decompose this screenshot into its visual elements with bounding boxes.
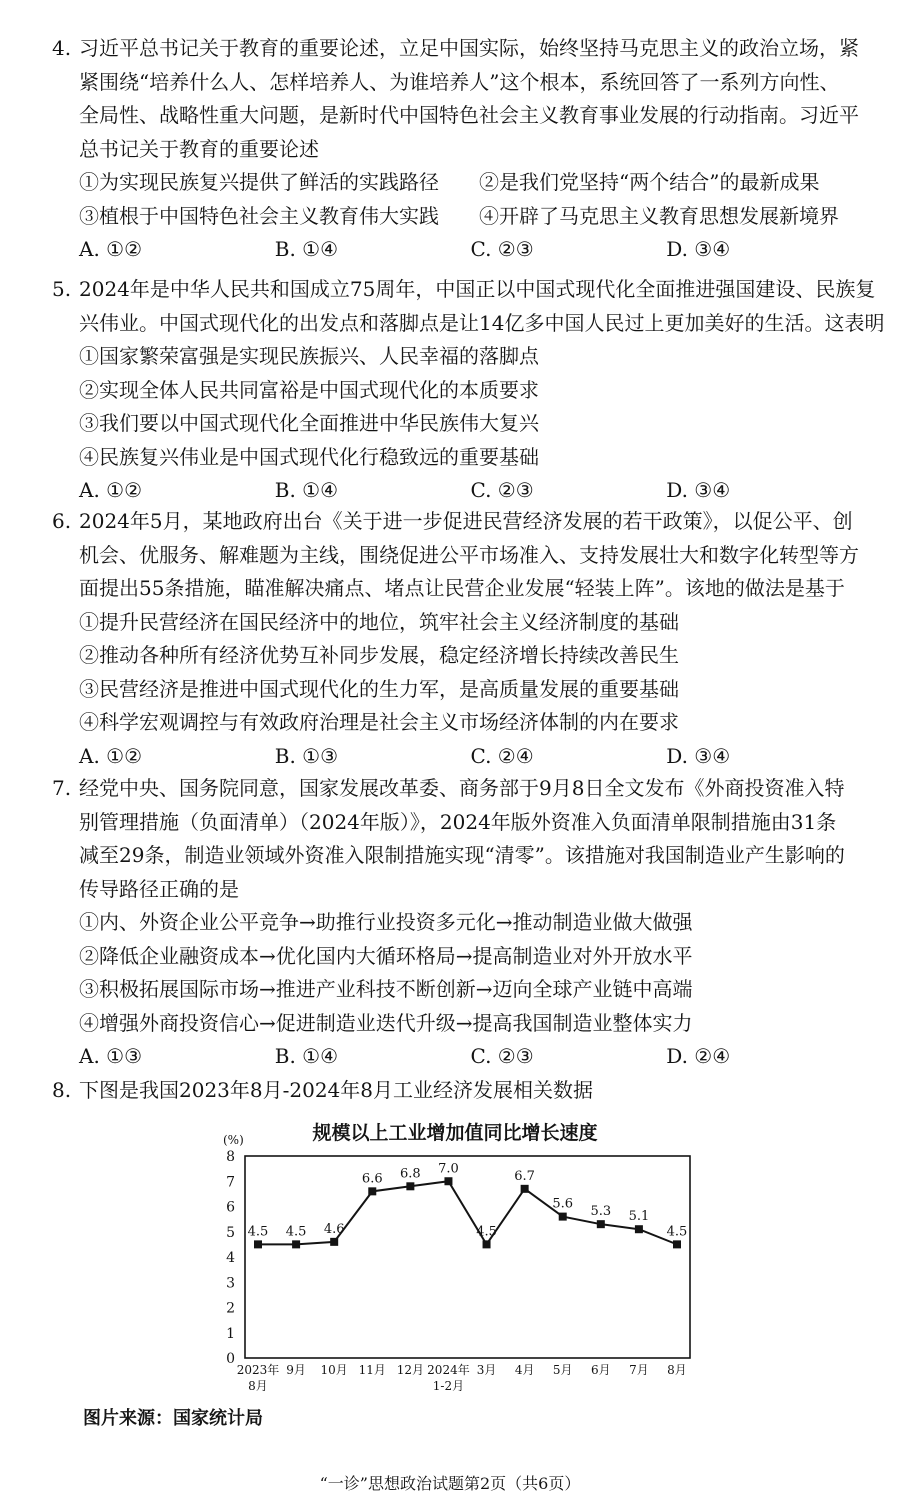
data-point: [483, 1240, 491, 1248]
question-stem-line: 习近平总书记关于教育的重要论述，立足中国实际，始终坚持马克思主义的政治立场，紧: [79, 36, 859, 60]
x-tick-label: 1-2月: [432, 1379, 465, 1393]
statement-item: ②推动各种所有经济优势互补同步发展，稳定经济增长持续改善民生: [79, 643, 679, 667]
option-b: B. ①④: [274, 1044, 339, 1068]
x-tick-label: 8月: [667, 1363, 687, 1377]
statement-item: ①内、外资企业公平竞争→助推行业投资多元化→推动制造业做大做强: [79, 910, 693, 934]
x-tick-label: 2023年: [236, 1363, 280, 1377]
question-5: [52, 273, 885, 508]
question-stem-line: 传导路径正确的是: [79, 876, 239, 901]
data-label: 4.5: [247, 1224, 269, 1240]
option-c: C. ②④: [470, 743, 534, 768]
option-c: C. ②③: [470, 478, 534, 502]
question-number: 7.: [52, 776, 72, 800]
data-point: [521, 1185, 529, 1193]
option-b: B. ①④: [274, 237, 339, 261]
data-point: [330, 1238, 338, 1246]
data-point: [559, 1213, 567, 1221]
y-tick-label: 3: [226, 1275, 235, 1292]
y-tick-label: 7: [226, 1174, 235, 1191]
y-tick-label: 5: [226, 1224, 235, 1241]
option-d: D. ②④: [666, 1044, 731, 1068]
question-stem-line: 别管理措施（负面清单）（2024年版）》，2024年版外资准入负面清单限制措施由31条: [79, 809, 837, 834]
statement-item: ③积极拓展国际市场→推进产业科技不断创新→迈向全球产业链中高端: [79, 977, 693, 1001]
answer-options: [52, 1040, 862, 1074]
question-stem-line: 2024年5月，某地政府出台《关于进一步促进民营经济发展的若干政策》，以促公平、创: [79, 509, 853, 533]
data-point: [673, 1240, 681, 1248]
question-number: 5.: [52, 277, 72, 301]
y-tick-label: 6: [226, 1199, 235, 1216]
line-chart: [205, 1118, 705, 1408]
x-tick-label: 10月: [320, 1363, 348, 1377]
series-line: [258, 1181, 677, 1244]
option-b: B. ①④: [274, 478, 339, 502]
data-point: [368, 1187, 376, 1195]
y-tick-label: 2: [226, 1300, 235, 1317]
question-stem-line: 2024年是中华人民共和国成立75周年，中国正以中国式现代化全面推进强国建设、民族复: [79, 277, 876, 301]
option-d: D. ③④: [666, 237, 731, 261]
question-stem-line: 机会、优服务、解难题为主线，围绕促进公平市场准入、支持发展壮大和数字化转型等方: [79, 542, 859, 567]
question-stem-line: 下图是我国2023年8月-2024年8月工业经济发展相关数据: [79, 1078, 594, 1102]
statement-item: ③民营经济是推进中国式现代化的生力军，是高质量发展的重要基础: [79, 676, 679, 701]
y-axis-unit: (%): [223, 1133, 244, 1147]
statement-item: ④民族复兴伟业是中国式现代化行稳致远的重要基础: [79, 444, 539, 469]
question-stem-line: 紧围绕“培养什么人、怎样培养人、为谁培养人”这个根本，系统回答了一系列方向性、: [79, 69, 840, 94]
option-a: A. ①②: [79, 478, 143, 502]
option-b: B. ①③: [274, 743, 339, 768]
question-number: 4.: [52, 36, 72, 60]
statement-item: ④开辟了马克思主义教育思想发展新境界: [479, 203, 839, 228]
question-4: [52, 32, 862, 267]
statement-item: ④科学宏观调控与有效政府治理是社会主义市场经济体制的内在要求: [79, 710, 679, 734]
question-number: 6.: [52, 509, 72, 533]
question-stem-line: 经党中央、国务院同意，国家发展改革委、商务部于9月8日全文发布《外商投资准入特: [79, 776, 845, 800]
data-label: 6.6: [361, 1171, 383, 1187]
x-tick-label: 9月: [286, 1363, 306, 1377]
x-tick-label: 4月: [514, 1363, 535, 1377]
option-a: A. ①②: [79, 237, 143, 261]
answer-options: [52, 233, 862, 267]
data-label: 4.5: [285, 1224, 307, 1240]
data-label: 5.3: [590, 1204, 612, 1220]
option-d: D. ③④: [666, 743, 731, 768]
option-d: D. ③④: [666, 478, 731, 502]
data-point: [635, 1225, 643, 1233]
x-tick-label: 8月: [248, 1379, 268, 1393]
chart-title: 规模以上工业增加值同比增长速度: [312, 1122, 598, 1144]
option-a: A. ①③: [79, 1044, 143, 1068]
x-tick-label: 12月: [396, 1363, 425, 1377]
data-point: [406, 1182, 414, 1190]
answer-options: [52, 740, 862, 774]
chart-source: 图片来源：国家统计局: [83, 1408, 263, 1429]
question-stem-line: 减至29条，制造业领域外资准入限制措施实现“清零”。该措施对我国制造业产生影响的: [79, 843, 845, 867]
statement-item: ①为实现民族复兴提供了鲜活的实践路径: [79, 170, 439, 194]
question-stem-line: 面提出55条措施，瞄准解决痛点、堵点让民营企业发展“轻装上阵”。该地的做法是基于: [79, 576, 845, 600]
data-label: 4.5: [476, 1224, 497, 1240]
statement-item: ③我们要以中国式现代化全面推进中华民族伟大复兴: [79, 411, 539, 435]
statement-item: ②降低企业融资成本→优化国内大循环格局→提高制造业对外开放水平: [79, 943, 693, 968]
y-tick-label: 0: [226, 1351, 235, 1367]
data-label: 6.8: [400, 1166, 421, 1182]
x-tick-label: 5月: [552, 1363, 573, 1377]
data-label: 6.7: [514, 1168, 535, 1184]
data-point: [597, 1220, 605, 1228]
data-label: 7.0: [438, 1161, 459, 1177]
question-stem-line: 兴伟业。中国式现代化的出发点和落脚点是让14亿多中国人民过上更加美好的生活。这表明: [79, 310, 885, 335]
question-6: [52, 505, 862, 773]
plot-frame: [245, 1156, 690, 1358]
data-label: 5.6: [552, 1196, 574, 1212]
question-stem-line: 总书记关于教育的重要论述: [79, 136, 319, 161]
option-c: C. ②③: [470, 237, 534, 261]
x-tick-label: 2024年: [427, 1363, 470, 1377]
data-point: [444, 1177, 452, 1185]
x-tick-label: 6月: [590, 1363, 611, 1377]
y-tick-label: 8: [226, 1149, 235, 1165]
y-tick-label: 1: [226, 1325, 235, 1342]
answer-options: [52, 474, 862, 508]
page-footer: “一诊”思想政治试题第2页（共6页）: [319, 1474, 581, 1493]
statement-item: ③植根于中国特色社会主义教育伟大实践: [79, 203, 439, 228]
question-stem-line: 全局性、战略性重大问题，是新时代中国特色社会主义教育事业发展的行动指南。习近平: [79, 103, 859, 127]
data-point: [292, 1240, 300, 1248]
statement-item: ①国家繁荣富强是实现民族振兴、人民幸福的落脚点: [79, 344, 539, 368]
data-label: 4.5: [666, 1224, 688, 1240]
option-c: C. ②③: [470, 1044, 534, 1068]
statement-item: ②实现全体人民共同富裕是中国式现代化的本质要求: [79, 377, 539, 402]
statement-item: ②是我们党坚持“两个结合”的最新成果: [479, 170, 820, 194]
y-tick-label: 4: [226, 1250, 235, 1266]
question-number: 8.: [52, 1078, 72, 1102]
chart-canvas: [205, 1118, 705, 1408]
question-8: [52, 1074, 862, 1108]
statement-item: ①提升民营经济在国民经济中的地位，筑牢社会主义经济制度的基础: [79, 609, 679, 634]
question-7: [52, 772, 862, 1074]
x-tick-label: 7月: [629, 1363, 649, 1377]
x-tick-label: 3月: [476, 1363, 497, 1377]
option-a: A. ①②: [79, 743, 143, 768]
data-point: [254, 1240, 262, 1248]
statement-item: ④增强外商投资信心→促进制造业迭代升级→提高我国制造业整体实力: [79, 1010, 693, 1035]
data-label: 4.6: [323, 1221, 345, 1237]
data-label: 5.1: [628, 1209, 650, 1225]
x-tick-label: 11月: [358, 1363, 386, 1377]
